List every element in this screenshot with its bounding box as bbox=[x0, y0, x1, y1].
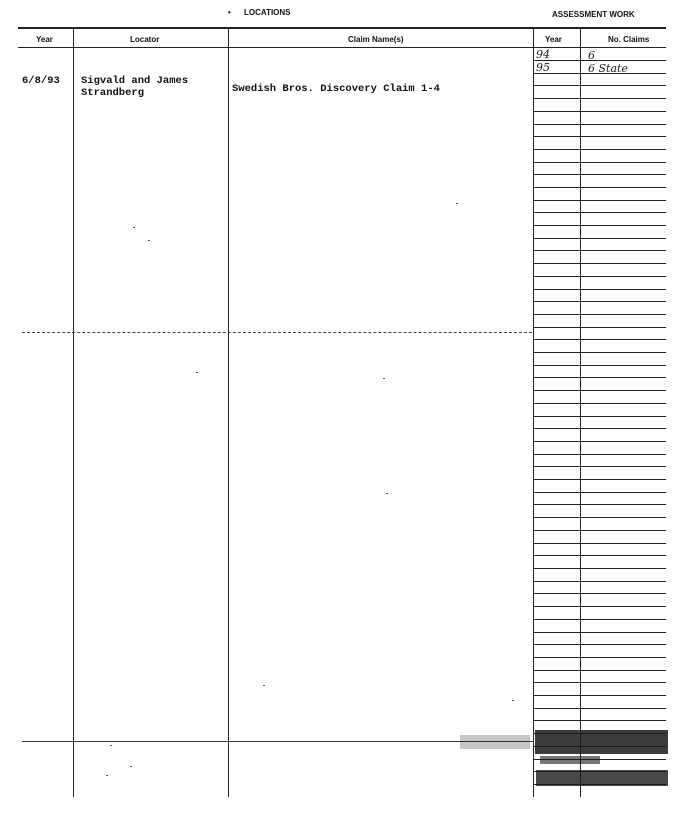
bottom-separator bbox=[22, 741, 534, 742]
scan-speck bbox=[383, 378, 385, 379]
assessment-ruled-line bbox=[534, 200, 666, 201]
scan-smudge bbox=[460, 735, 530, 749]
entry-locator-line1: Sigvald and James bbox=[81, 75, 189, 87]
assessment-ruled-line bbox=[534, 403, 666, 404]
assessment-ruled-line bbox=[534, 581, 666, 582]
scan-speck bbox=[130, 766, 132, 767]
scan-speck bbox=[386, 493, 388, 494]
scan-speck bbox=[106, 775, 108, 776]
assessment-ruled-line bbox=[534, 720, 666, 721]
assessment-ruled-line bbox=[534, 85, 666, 86]
assessment-row-2-year: 95 bbox=[536, 61, 550, 74]
assessment-ruled-line bbox=[534, 352, 666, 353]
assessment-ruled-line bbox=[534, 276, 666, 277]
assessment-ruled-line bbox=[534, 301, 666, 302]
assessment-ruled-line bbox=[534, 517, 666, 518]
assessment-ruled-line bbox=[534, 695, 666, 696]
scan-smudge bbox=[535, 730, 668, 754]
claim-names-column-header: Claim Name(s) bbox=[348, 35, 404, 44]
locations-bullet: • bbox=[228, 8, 231, 17]
assessment-row-1-claims: 6 bbox=[588, 49, 595, 62]
scan-smudge bbox=[536, 770, 668, 786]
assessment-ruled-line bbox=[534, 149, 666, 150]
locator-column-header: Locator bbox=[130, 35, 160, 44]
scan-speck bbox=[263, 685, 265, 686]
assessment-ruled-line bbox=[534, 543, 666, 544]
assessment-ruled-line bbox=[534, 365, 666, 366]
scan-speck bbox=[196, 372, 198, 373]
assessment-year-column-header: Year bbox=[545, 35, 562, 44]
assessment-ruled-line bbox=[534, 238, 666, 239]
scan-speck bbox=[512, 700, 514, 701]
assessment-ruled-line bbox=[534, 644, 666, 645]
year-locator-divider bbox=[73, 27, 74, 797]
assessment-row-1-year: 94 bbox=[536, 48, 550, 61]
scan-speck bbox=[456, 203, 458, 204]
assessment-ruled-line bbox=[534, 632, 666, 633]
assessment-ruled-line bbox=[534, 327, 666, 328]
entry-locator-line2: Strandberg bbox=[81, 87, 145, 99]
assessment-ruled-line bbox=[534, 162, 666, 163]
assessment-ruled-line bbox=[534, 568, 666, 569]
mid-page-separator bbox=[22, 332, 532, 333]
assessment-ruled-line bbox=[534, 454, 666, 455]
assessment-ruled-line bbox=[534, 479, 666, 480]
assessment-ruled-line bbox=[534, 619, 666, 620]
assessment-ruled-line bbox=[534, 225, 666, 226]
assessment-ruled-line bbox=[534, 314, 666, 315]
assessment-ruled-line bbox=[534, 250, 666, 251]
scan-speck bbox=[133, 227, 135, 228]
assessment-ruled-line bbox=[534, 98, 666, 99]
assessment-ruled-line bbox=[534, 390, 666, 391]
assessment-ruled-line bbox=[534, 466, 666, 467]
assessment-ruled-line bbox=[534, 124, 666, 125]
assessment-ruled-line bbox=[534, 593, 666, 594]
locator-claim-divider bbox=[228, 27, 229, 797]
scan-smudge bbox=[540, 756, 600, 764]
assessment-ruled-line bbox=[534, 377, 666, 378]
assessment-ruled-line bbox=[534, 174, 666, 175]
assessment-ruled-line bbox=[534, 441, 666, 442]
locations-title: LOCATIONS bbox=[244, 8, 291, 17]
assessment-work-title: ASSESSMENT WORK bbox=[552, 10, 635, 19]
entry-claim-name: Swedish Bros. Discovery Claim 1-4 bbox=[232, 83, 440, 95]
assessment-ruled-line bbox=[534, 530, 666, 531]
assessment-ruled-line bbox=[534, 60, 666, 61]
assessment-ruled-line bbox=[534, 670, 666, 671]
assessment-ruled-line bbox=[534, 555, 666, 556]
assessment-ruled-line bbox=[534, 708, 666, 709]
assessment-ruled-line bbox=[534, 606, 666, 607]
assessment-ruled-line bbox=[534, 212, 666, 213]
header-bottom-border bbox=[18, 47, 666, 48]
assessment-ruled-line bbox=[534, 263, 666, 264]
assessment-ruled-line bbox=[534, 339, 666, 340]
assessment-ruled-line bbox=[534, 504, 666, 505]
assessment-ruled-line bbox=[534, 187, 666, 188]
entry-date: 6/8/93 bbox=[22, 75, 60, 87]
assessment-ruled-line bbox=[534, 136, 666, 137]
assessment-ruled-line bbox=[534, 289, 666, 290]
assessment-ruled-line bbox=[534, 416, 666, 417]
assessment-ruled-line bbox=[534, 111, 666, 112]
assessment-ruled-line bbox=[534, 682, 666, 683]
assessment-row-2-claims: 6 State bbox=[588, 62, 628, 75]
scan-speck bbox=[148, 240, 150, 241]
scan-speck bbox=[110, 745, 112, 746]
assessment-claims-column-header: No. Claims bbox=[608, 35, 650, 44]
assessment-ruled-line bbox=[534, 657, 666, 658]
top-border bbox=[18, 27, 666, 29]
assessment-ruled-line bbox=[534, 428, 666, 429]
assessment-ruled-line bbox=[534, 492, 666, 493]
year-column-header: Year bbox=[36, 35, 53, 44]
